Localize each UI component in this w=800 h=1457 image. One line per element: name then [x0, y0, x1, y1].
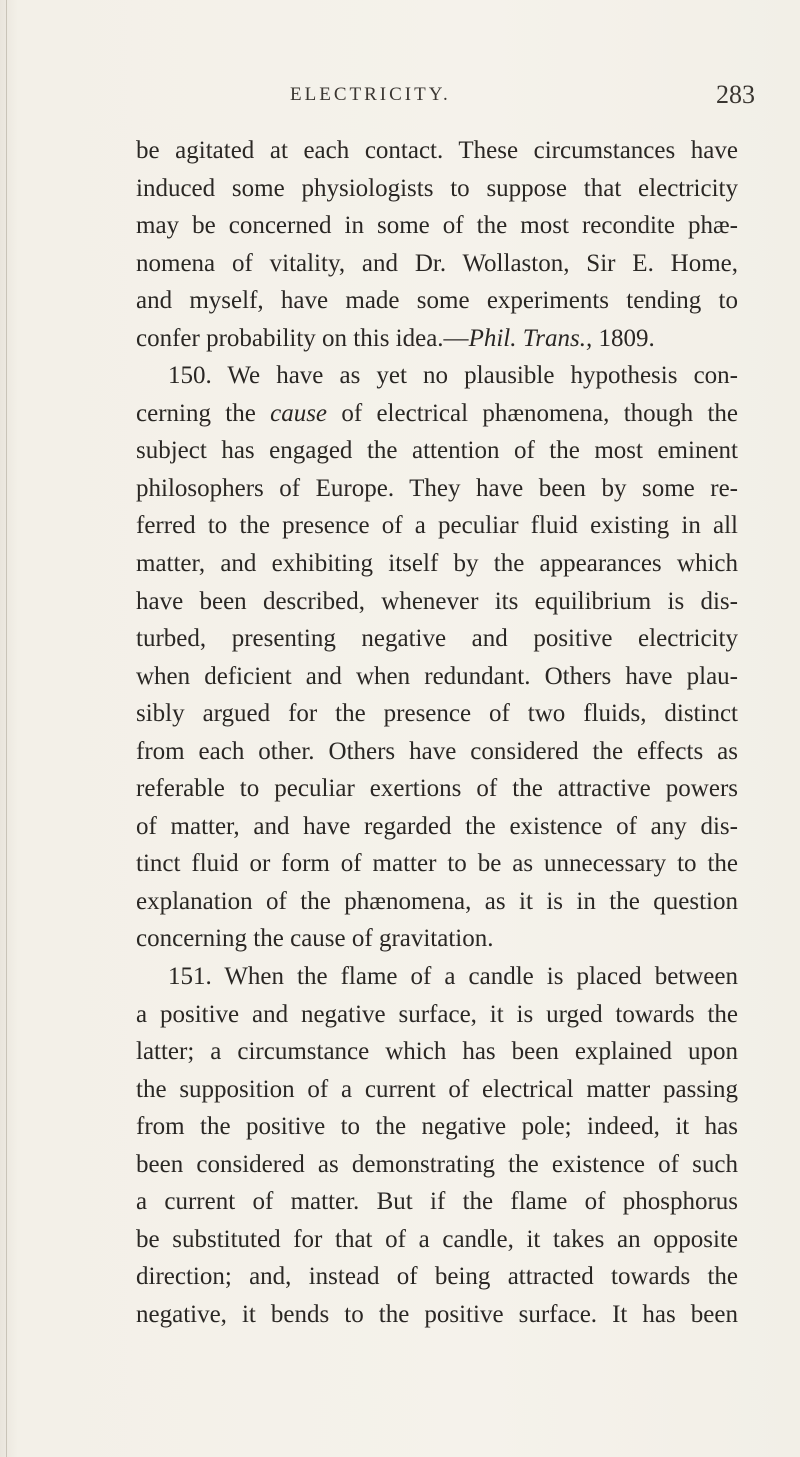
text-line: a positive and negative surface, it is urged towards the — [136, 1000, 738, 1028]
text-line: have been described, whenever its equilibrium is dis- — [136, 587, 738, 615]
running-head: ELECTRICITY. — [290, 84, 451, 105]
text-line: may be concerned in some of the most recondite phæ- — [136, 212, 738, 240]
text-segment: cerning the — [136, 399, 271, 427]
text-segment: of electrical phænomena, though the — [327, 399, 738, 427]
text-segment: 1809. — [592, 324, 655, 352]
text-line: turbed, presenting negative and positive electricity — [136, 625, 738, 653]
text-line: be agitated at each contact. These circumstances have — [136, 137, 738, 164]
text-line: nomena of vitality, and Dr. Wollaston, Sir E. Home, — [136, 249, 738, 277]
italic-text-segment: Phil. Trans., — [468, 324, 593, 352]
text-line: referable to peculiar exertions of the attractive powers — [136, 775, 738, 803]
page-header — [0, 80, 800, 110]
text-line: the supposition of a current of electrical matter passing — [136, 1075, 738, 1103]
text-line: be substituted for that of a candle, it takes an opposite — [136, 1225, 738, 1253]
text-line — [136, 320, 738, 358]
page-gutter-edge — [6, 0, 7, 1457]
text-line: direction; and, instead of being attracted towards the — [136, 1263, 738, 1291]
text-line: a current of matter. But if the flame of phosphorus — [136, 1188, 738, 1216]
page-number: 283 — [716, 80, 755, 109]
text-line: sibly argued for the presence of two fluids, distinct — [136, 700, 738, 728]
text-line: negative, it bends to the positive surface. It has been — [136, 1300, 738, 1328]
text-line — [136, 395, 738, 433]
text-line: 150. We have as yet no plausible hypothesis con- — [168, 362, 738, 390]
text-line: when deficient and when redundant. Others have plau- — [136, 662, 738, 690]
text-line: from each other. Others have considered the effects as — [136, 737, 738, 765]
text-line: tinct fluid or form of matter to be as unnecessary to the — [136, 850, 738, 878]
text-line: explanation of the phænomena, as it is in the question — [136, 887, 738, 915]
text-line: matter, and exhibiting itself by the appearances which — [136, 550, 738, 578]
text-line: 151. When the flame of a candle is placed between — [168, 963, 738, 991]
text-line: subject has engaged the attention of the most eminent — [136, 437, 738, 465]
text-line: induced some physiologists to suppose that electricity — [136, 174, 738, 202]
text-line: of matter, and have regarded the existence of any dis- — [136, 812, 738, 840]
text-line: philosophers of Europe. They have been by some re- — [136, 474, 738, 502]
text-line: concerning the cause of gravitation. — [136, 925, 494, 953]
text-line: and myself, have made some experiments tending to — [136, 287, 738, 315]
text-line: ferred to the presence of a peculiar fluid existing in all — [136, 512, 738, 540]
body-text — [136, 132, 738, 1334]
italic-text-segment: cause — [270, 399, 328, 427]
text-segment: confer probability on this idea.— — [136, 324, 469, 352]
text-line: latter; a circumstance which has been explained upon — [136, 1038, 738, 1066]
text-line: been considered as demonstrating the existence of such — [136, 1150, 738, 1178]
text-line: from the positive to the negative pole; indeed, it has — [136, 1113, 738, 1141]
